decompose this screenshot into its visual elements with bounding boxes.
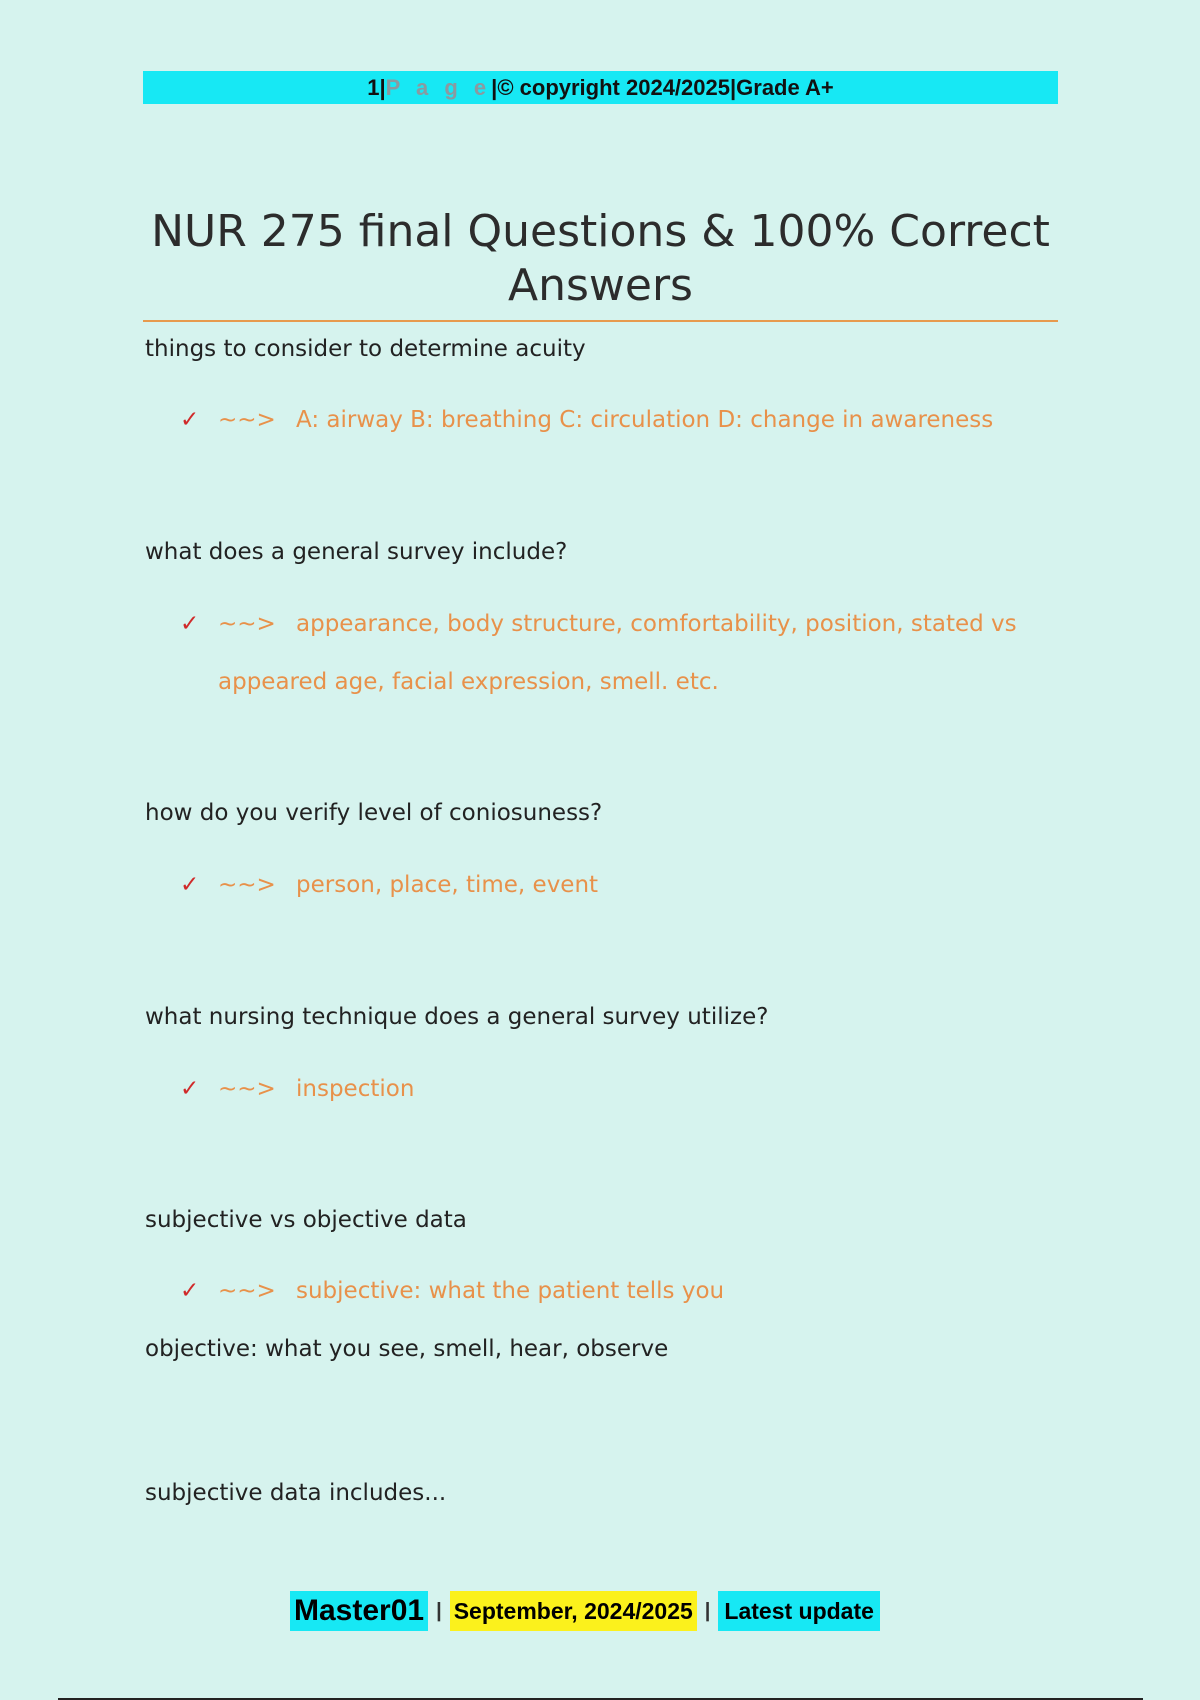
- document-title: NUR 275 final Questions & 100% Correct Answers: [151, 206, 1050, 311]
- question-text: subjective vs objective data: [145, 1207, 467, 1233]
- followup-text: objective: what you see, smell, hear, observe: [145, 1336, 669, 1362]
- grade-text: Grade A+: [736, 74, 834, 100]
- answer-item: [180, 856, 1040, 914]
- answer-text: appearance, body structure, comfortability, position, stated vs: [296, 611, 1017, 637]
- question-text: things to consider to determine acuity: [145, 336, 586, 362]
- footer-separator: |: [436, 1599, 442, 1622]
- answer-item: [180, 1262, 1040, 1320]
- arrow-icon: ~~>: [218, 872, 276, 898]
- page-word: P a g e: [385, 74, 492, 100]
- copyright-text: © copyright 2024/2025: [497, 74, 730, 100]
- answer-text: person, place, time, event: [296, 872, 599, 898]
- title-divider: [143, 320, 1058, 322]
- question-text: subjective data includes...: [145, 1480, 447, 1506]
- header-separator: |: [491, 74, 498, 100]
- answer-text: A: airway B: breathing C: circulation D: change in awareness: [296, 407, 994, 433]
- answer-item: [180, 1060, 1040, 1118]
- arrow-icon: ~~>: [218, 1278, 276, 1304]
- arrow-icon: ~~>: [218, 407, 276, 433]
- footer-separator: |: [704, 1599, 711, 1622]
- answer-text-continued: appeared age, facial expression, smell. etc.: [218, 669, 719, 695]
- check-icon: ✓: [180, 611, 200, 637]
- footer-brand: Master01: [290, 1591, 428, 1631]
- check-icon: ✓: [180, 407, 200, 433]
- answer-text: inspection: [296, 1076, 415, 1102]
- answer-item: [180, 391, 1040, 449]
- arrow-icon: ~~>: [218, 1076, 276, 1102]
- check-icon: ✓: [180, 1076, 200, 1102]
- footer-latest-update: Latest update: [718, 1591, 880, 1631]
- header-separator: |: [729, 74, 737, 100]
- page-number: 1: [367, 74, 380, 100]
- answer-text: subjective: what the patient tells you: [296, 1278, 725, 1304]
- arrow-icon: ~~>: [218, 611, 276, 637]
- check-icon: ✓: [180, 872, 200, 898]
- page-header-bar: [143, 71, 1058, 104]
- check-icon: ✓: [180, 1278, 200, 1304]
- footer-date: September, 2024/2025: [450, 1591, 697, 1631]
- question-text: what nursing technique does a general survey utilize?: [145, 1004, 769, 1030]
- header-separator: |: [379, 74, 386, 100]
- question-text: what does a general survey include?: [145, 539, 568, 565]
- page-footer: [290, 1591, 880, 1631]
- answer-item: [180, 595, 1040, 711]
- question-text: how do you verify level of coniosuness?: [145, 800, 603, 826]
